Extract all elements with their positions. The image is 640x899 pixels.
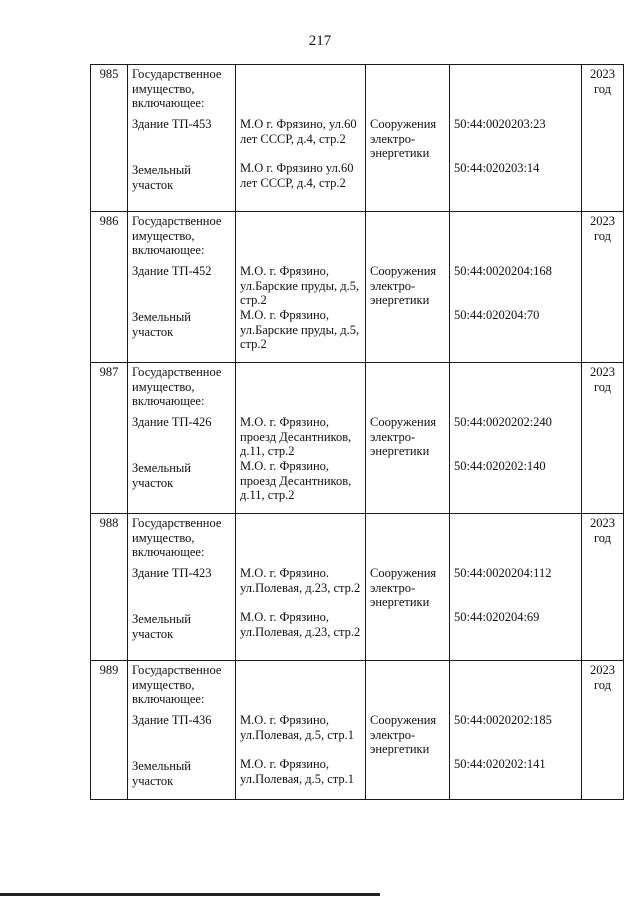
row-number: 988	[91, 514, 128, 661]
object-intro: Государственное имущество, включающее:	[132, 214, 222, 258]
building-purpose: Сооружения электро-энергетики	[370, 713, 437, 757]
building-name: Здание ТП-436	[132, 713, 212, 727]
plot-cadastral-number: 50:44:020203:14	[454, 161, 540, 175]
scan-edge-line	[0, 893, 380, 896]
cadastral-cell	[450, 514, 582, 661]
page-number: 217	[308, 33, 332, 49]
plot-cadastral-number: 50:44:020202:141	[454, 757, 546, 771]
object-description-cell	[128, 65, 236, 212]
year-cell: 2023 год	[582, 65, 624, 212]
plot-address: М.О. г. Фрязино, ул.Барские пруды, д.5, стр.2	[240, 308, 360, 352]
purpose-cell	[366, 363, 450, 514]
plot-address: М.О г. Фрязино ул.60 лет СССР, д.4, стр.2	[240, 161, 354, 190]
table-row	[91, 661, 624, 800]
building-cadastral-number: 50:44:0020204:112	[454, 566, 552, 580]
building-purpose: Сооружения электро-энергетики	[370, 566, 437, 610]
cadastral-cell	[450, 661, 582, 800]
building-name: Здание ТП-426	[132, 415, 212, 429]
plot-name: Земельный участок	[132, 759, 191, 788]
building-cadastral-number: 50:44:0020203:23	[454, 117, 546, 131]
row-number: 986	[91, 212, 128, 363]
table-row	[91, 212, 624, 363]
building-purpose: Сооружения электро-энергетики	[370, 264, 437, 308]
address-cell	[236, 65, 366, 212]
row-number: 985	[91, 65, 128, 212]
property-table	[90, 64, 624, 800]
table-row	[91, 514, 624, 661]
object-intro: Государственное имущество, включающее:	[132, 365, 222, 409]
object-description-cell	[128, 212, 236, 363]
address-cell	[236, 363, 366, 514]
plot-cadastral-number: 50:44:020204:70	[454, 308, 540, 322]
purpose-cell	[366, 65, 450, 212]
building-address: М.О г. Фрязино, ул.60 лет СССР, д.4, стр.2	[240, 117, 357, 146]
plot-name: Земельный участок	[132, 310, 191, 339]
building-name: Здание ТП-423	[132, 566, 212, 580]
building-address: М.О. г. Фрязино, ул.Барские пруды, д.5, стр.2	[240, 264, 360, 308]
address-cell	[236, 514, 366, 661]
building-purpose: Сооружения электро-энергетики	[370, 415, 437, 459]
year-cell: 2023 год	[582, 514, 624, 661]
year-cell: 2023 год	[582, 363, 624, 514]
object-intro: Государственное имущество, включающее:	[132, 663, 222, 707]
address-cell	[236, 661, 366, 800]
building-name: Здание ТП-452	[132, 264, 212, 278]
building-address: М.О. г. Фрязино, ул.Полевая, д.5, стр.1	[240, 713, 355, 742]
object-intro: Государственное имущество, включающее:	[132, 516, 222, 560]
building-cadastral-number: 50:44:0020202:185	[454, 713, 552, 727]
table-row	[91, 65, 624, 212]
object-description-cell	[128, 514, 236, 661]
plot-name: Земельный участок	[132, 163, 191, 192]
row-number: 987	[91, 363, 128, 514]
plot-address: М.О. г. Фрязино, ул.Полевая, д.23, стр.2	[240, 610, 361, 639]
building-cadastral-number: 50:44:0020202:240	[454, 415, 552, 429]
building-address: М.О. г. Фрязино, проезд Десантников, д.11, стр.2	[240, 415, 352, 459]
cadastral-cell	[450, 212, 582, 363]
row-number: 989	[91, 661, 128, 800]
address-cell	[236, 212, 366, 363]
purpose-cell	[366, 212, 450, 363]
object-description-cell	[128, 661, 236, 800]
year-cell: 2023 год	[582, 661, 624, 800]
plot-cadastral-number: 50:44:020204:69	[454, 610, 540, 624]
plot-address: М.О. г. Фрязино, ул.Полевая, д.5, стр.1	[240, 757, 355, 786]
building-cadastral-number: 50:44:0020204:168	[454, 264, 552, 278]
object-intro: Государственное имущество, включающее:	[132, 67, 222, 111]
plot-name: Земельный участок	[132, 461, 191, 490]
object-description-cell	[128, 363, 236, 514]
purpose-cell	[366, 514, 450, 661]
table-body	[91, 65, 624, 800]
table-row	[91, 363, 624, 514]
cadastral-cell	[450, 363, 582, 514]
cadastral-cell	[450, 65, 582, 212]
building-purpose: Сооружения электро-энергетики	[370, 117, 437, 161]
year-cell: 2023 год	[582, 212, 624, 363]
plot-address: М.О. г. Фрязино, проезд Десантников, д.11, стр.2	[240, 459, 352, 503]
building-name: Здание ТП-453	[132, 117, 212, 131]
purpose-cell	[366, 661, 450, 800]
plot-name: Земельный участок	[132, 612, 191, 641]
building-address: М.О. г. Фрязино. ул.Полевая, д.23, стр.2	[240, 566, 361, 595]
plot-cadastral-number: 50:44:020202:140	[454, 459, 546, 473]
